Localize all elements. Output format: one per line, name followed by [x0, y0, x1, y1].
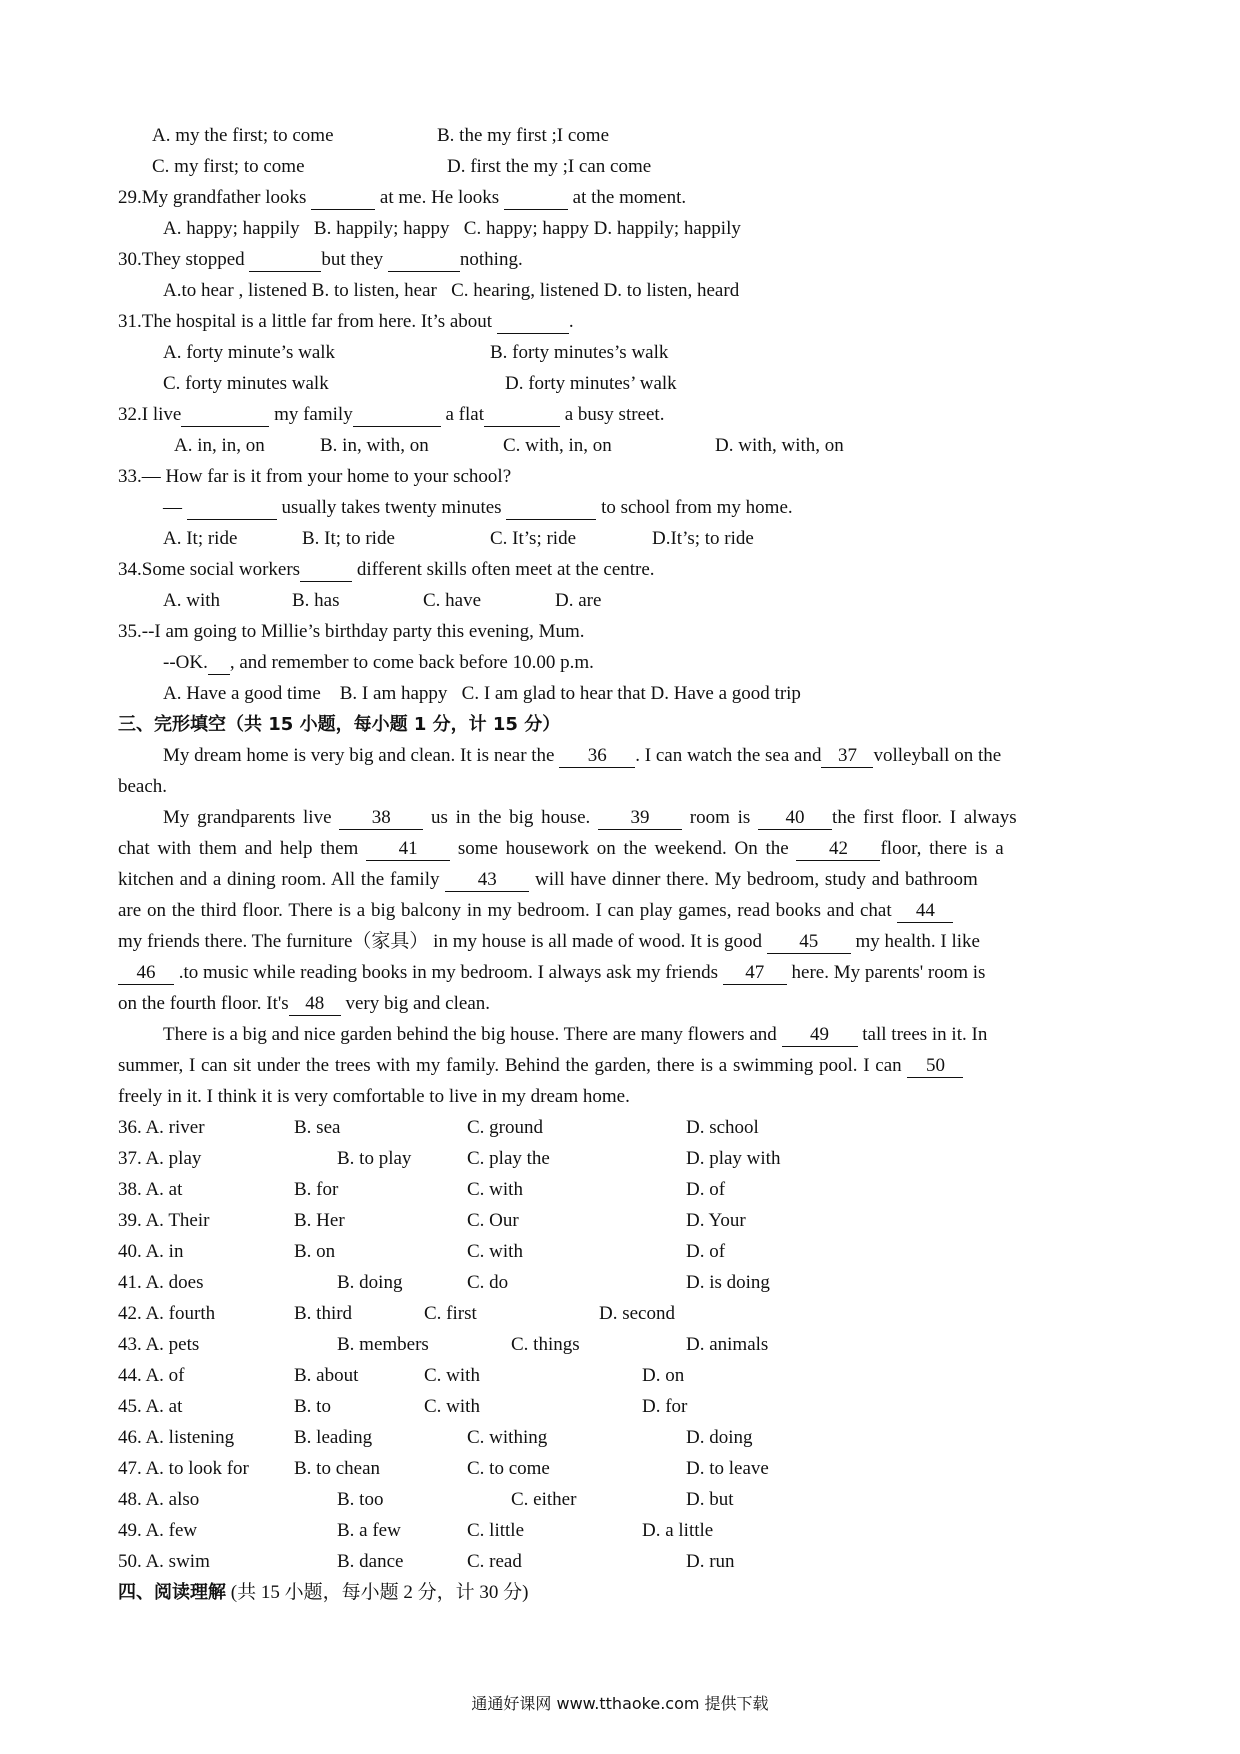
blank-45[interactable]: 45 — [767, 931, 851, 954]
answer-blank[interactable] — [181, 404, 269, 427]
cloze-option-c: C. ground — [467, 1117, 543, 1138]
blank-46[interactable]: 46 — [118, 962, 174, 985]
blank-38[interactable]: 38 — [339, 807, 423, 830]
q34-option-d: D. are — [555, 590, 602, 611]
cloze-option-b: B. on — [294, 1241, 336, 1262]
cloze-option-a: 49. A. few — [118, 1520, 198, 1541]
blank-40[interactable]: 40 — [758, 807, 832, 830]
answer-blank[interactable] — [504, 187, 568, 210]
q34-stem: 34.Some social workers different skills often meet at the centre. — [118, 559, 655, 580]
q32-stem: 32.I live my family a flat a busy street. — [118, 404, 665, 425]
blank-48[interactable]: 48 — [289, 993, 341, 1016]
cloze-option-d: D. is doing — [686, 1272, 770, 1293]
passage-line: are on the third floor. There is a big balcony in my bedroom. I can play games, read books and chat 44 — [118, 895, 953, 926]
cloze-option-c: C. with — [467, 1241, 523, 1262]
q28-option-a: A. my the first; to come — [152, 125, 334, 146]
cloze-option-c: C. with — [424, 1365, 480, 1386]
q33-option-a: A. It; ride — [163, 528, 238, 549]
cloze-option-d: D. of — [686, 1241, 726, 1262]
q33-stem: 33.— How far is it from your home to your school? — [118, 466, 512, 487]
cloze-option-a: 37. A. play — [118, 1148, 202, 1169]
passage-line: freely in it. I think it is very comfortable to live in my dream home. — [118, 1086, 630, 1107]
cloze-option-d: D. play with — [686, 1148, 781, 1169]
cloze-option-b: B. to chean — [294, 1458, 381, 1479]
q28-option-c: C. my first; to come — [152, 156, 305, 177]
q34-option-b: B. has — [292, 590, 340, 611]
passage-line: 46 .to music while reading books in my bedroom. I always ask my friends 47 here. My parents' room is — [118, 957, 985, 988]
q31-option-a: A. forty minute’s walk — [163, 342, 336, 363]
cloze-option-a: 43. A. pets — [118, 1334, 200, 1355]
cloze-option-c: C. either — [511, 1489, 577, 1510]
blank-39[interactable]: 39 — [598, 807, 682, 830]
q32-option-b: B. in, with, on — [320, 435, 429, 456]
cloze-option-d: D. run — [686, 1551, 735, 1572]
cloze-option-b: B. dance — [337, 1551, 404, 1572]
cloze-option-d: D. a little — [642, 1520, 714, 1541]
passage-line: My grandparents live 38 us in the big house. 39 room is 40 the first floor. I always — [163, 807, 1017, 828]
cloze-option-c: C. little — [467, 1520, 524, 1541]
cloze-option-d: D. doing — [686, 1427, 753, 1448]
cloze-option-c: C. things — [511, 1334, 580, 1355]
cloze-option-d: D. second — [599, 1303, 675, 1324]
cloze-option-c: C. withing — [467, 1427, 548, 1448]
passage-line: beach. — [118, 776, 168, 797]
q32-option-a: A. in, in, on — [174, 435, 265, 456]
q32-option-c: C. with, in, on — [503, 435, 612, 456]
cloze-option-d: D. Your — [686, 1210, 746, 1231]
cloze-option-b: B. for — [294, 1179, 339, 1200]
q35-options: A. Have a good time B. I am happy C. I am glad to hear that D. Have a good trip — [163, 683, 801, 704]
cloze-option-c: C. do — [467, 1272, 509, 1293]
q34-option-c: C. have — [423, 590, 482, 611]
q29-options: A. happy; happily B. happily; happy C. happy; happy D. happily; happily — [163, 218, 741, 239]
passage-line: My dream home is very big and clean. It is near the 36 . I can watch the sea and 37 volleyball on the — [163, 745, 1002, 766]
cloze-option-d: D. of — [686, 1179, 726, 1200]
section-3-title: 三、完形填空（共 15 小题，每小题 1 分，计 15 分） — [118, 714, 561, 735]
blank-42[interactable]: 42 — [796, 838, 880, 861]
cloze-option-c: C. with — [467, 1179, 523, 1200]
cloze-option-a: 36. A. river — [118, 1117, 205, 1138]
cloze-option-c: C. to come — [467, 1458, 550, 1479]
cloze-option-a: 42. A. fourth — [118, 1303, 216, 1324]
cloze-option-a: 50. A. swim — [118, 1551, 210, 1572]
cloze-option-a: 40. A. in — [118, 1241, 184, 1262]
passage-line: chat with them and help them 41 some housework on the weekend. On the 42 floor, there is a — [118, 838, 1004, 859]
cloze-option-b: B. to — [294, 1396, 331, 1417]
cloze-option-c: C. read — [467, 1551, 522, 1572]
blank-47[interactable]: 47 — [723, 962, 787, 985]
cloze-option-a: 38. A. at — [118, 1179, 183, 1200]
blank-50[interactable]: 50 — [907, 1055, 963, 1078]
q31-option-b: B. forty minutes’s walk — [490, 342, 669, 363]
cloze-option-a: 48. A. also — [118, 1489, 200, 1510]
q30-stem: 30.They stopped but they nothing. — [118, 249, 523, 270]
cloze-option-a: 46. A. listening — [118, 1427, 235, 1448]
cloze-option-d: D. but — [686, 1489, 734, 1510]
q34-option-a: A. with — [163, 590, 220, 611]
q35-stem: 35.--I am going to Millie’s birthday party this evening, Mum. — [118, 621, 585, 642]
passage-line: on the fourth floor. It's 48 very big and clean. — [118, 993, 491, 1014]
cloze-option-c: C. Our — [467, 1210, 519, 1231]
cloze-option-a: 45. A. at — [118, 1396, 183, 1417]
blank-43[interactable]: 43 — [445, 869, 529, 892]
answer-blank[interactable] — [187, 497, 277, 520]
blank-36[interactable]: 36 — [559, 745, 635, 768]
q28-option-b: B. the my first ;I come — [437, 125, 610, 146]
blank-41[interactable]: 41 — [366, 838, 450, 861]
cloze-option-b: B. leading — [294, 1427, 373, 1448]
cloze-option-d: D. on — [642, 1365, 685, 1386]
cloze-option-b: B. doing — [337, 1272, 403, 1293]
passage-line: kitchen and a dining room. All the family 43 will have dinner there. My bedroom, study and bathroom — [118, 869, 978, 890]
q30-options: A.to hear , listened B. to listen, hear C. hearing, listened D. to listen, heard — [163, 280, 740, 301]
cloze-option-b: B. members — [337, 1334, 429, 1355]
q33-option-c: C. It’s; ride — [490, 528, 577, 549]
cloze-option-d: D. school — [686, 1117, 759, 1138]
cloze-option-c: C. first — [424, 1303, 477, 1324]
answer-blank[interactable] — [249, 249, 321, 272]
cloze-option-d: D. for — [642, 1396, 688, 1417]
blank-37[interactable]: 37 — [821, 745, 873, 768]
q35-reply: --OK. , and remember to come back before 10.00 p.m. — [163, 652, 594, 673]
answer-blank[interactable] — [388, 249, 460, 272]
page-footer: 通通好课网 www.tthaoke.com 提供下载 — [471, 1694, 769, 1713]
answer-blank[interactable] — [311, 187, 375, 210]
cloze-option-b: B. a few — [337, 1520, 401, 1541]
passage-line: summer, I can sit under the trees with my family. Behind the garden, there is a swimming pool. I can 50 — [118, 1050, 963, 1081]
answer-blank[interactable] — [484, 404, 560, 427]
cloze-option-a: 41. A. does — [118, 1272, 204, 1293]
passage-line: There is a big and nice garden behind the big house. There are many flowers and 49 tall trees in it. In — [163, 1024, 988, 1045]
cloze-option-d: D. animals — [686, 1334, 769, 1355]
q29-stem: 29.My grandfather looks at me. He looks at the moment. — [118, 187, 687, 208]
cloze-option-b: B. too — [337, 1489, 384, 1510]
q31-stem: 31.The hospital is a little far from here. It’s about . — [118, 311, 574, 332]
cloze-option-b: B. to play — [337, 1148, 412, 1169]
passage-line: my friends there. The furniture（家具） in my house is all made of wood. It is good 45 my health. I like — [118, 931, 980, 952]
q32-option-d: D. with, with, on — [715, 435, 844, 456]
q33-reply: — usually takes twenty minutes to school from my home. — [163, 497, 793, 518]
q28-option-d: D. first the my ;I can come — [447, 156, 652, 177]
cloze-option-c: C. play the — [467, 1148, 550, 1169]
answer-blank[interactable] — [300, 559, 352, 582]
section-4-title: 四、阅读理解 (共 15 小题，每小题 2 分，计 30 分) — [118, 1582, 529, 1603]
cloze-option-b: B. third — [294, 1303, 353, 1324]
cloze-option-b: B. Her — [294, 1210, 345, 1231]
answer-blank[interactable] — [497, 311, 569, 334]
cloze-option-d: D. to leave — [686, 1458, 769, 1479]
cloze-option-c: C. with — [424, 1396, 480, 1417]
q33-option-d: D.It’s; to ride — [652, 528, 754, 549]
blank-49[interactable]: 49 — [782, 1024, 858, 1047]
cloze-option-a: 39. A. Their — [118, 1210, 210, 1231]
cloze-option-b: B. sea — [294, 1117, 341, 1138]
answer-blank[interactable] — [353, 404, 441, 427]
q31-option-c: C. forty minutes walk — [163, 373, 329, 394]
q33-option-b: B. It; to ride — [302, 528, 395, 549]
cloze-option-a: 44. A. of — [118, 1365, 185, 1386]
answer-blank[interactable] — [506, 497, 596, 520]
cloze-option-b: B. about — [294, 1365, 359, 1386]
answer-blank[interactable] — [208, 652, 230, 675]
q31-option-d: D. forty minutes’ walk — [505, 373, 677, 394]
cloze-option-a: 47. A. to look for — [118, 1458, 249, 1479]
blank-44[interactable]: 44 — [897, 900, 953, 923]
